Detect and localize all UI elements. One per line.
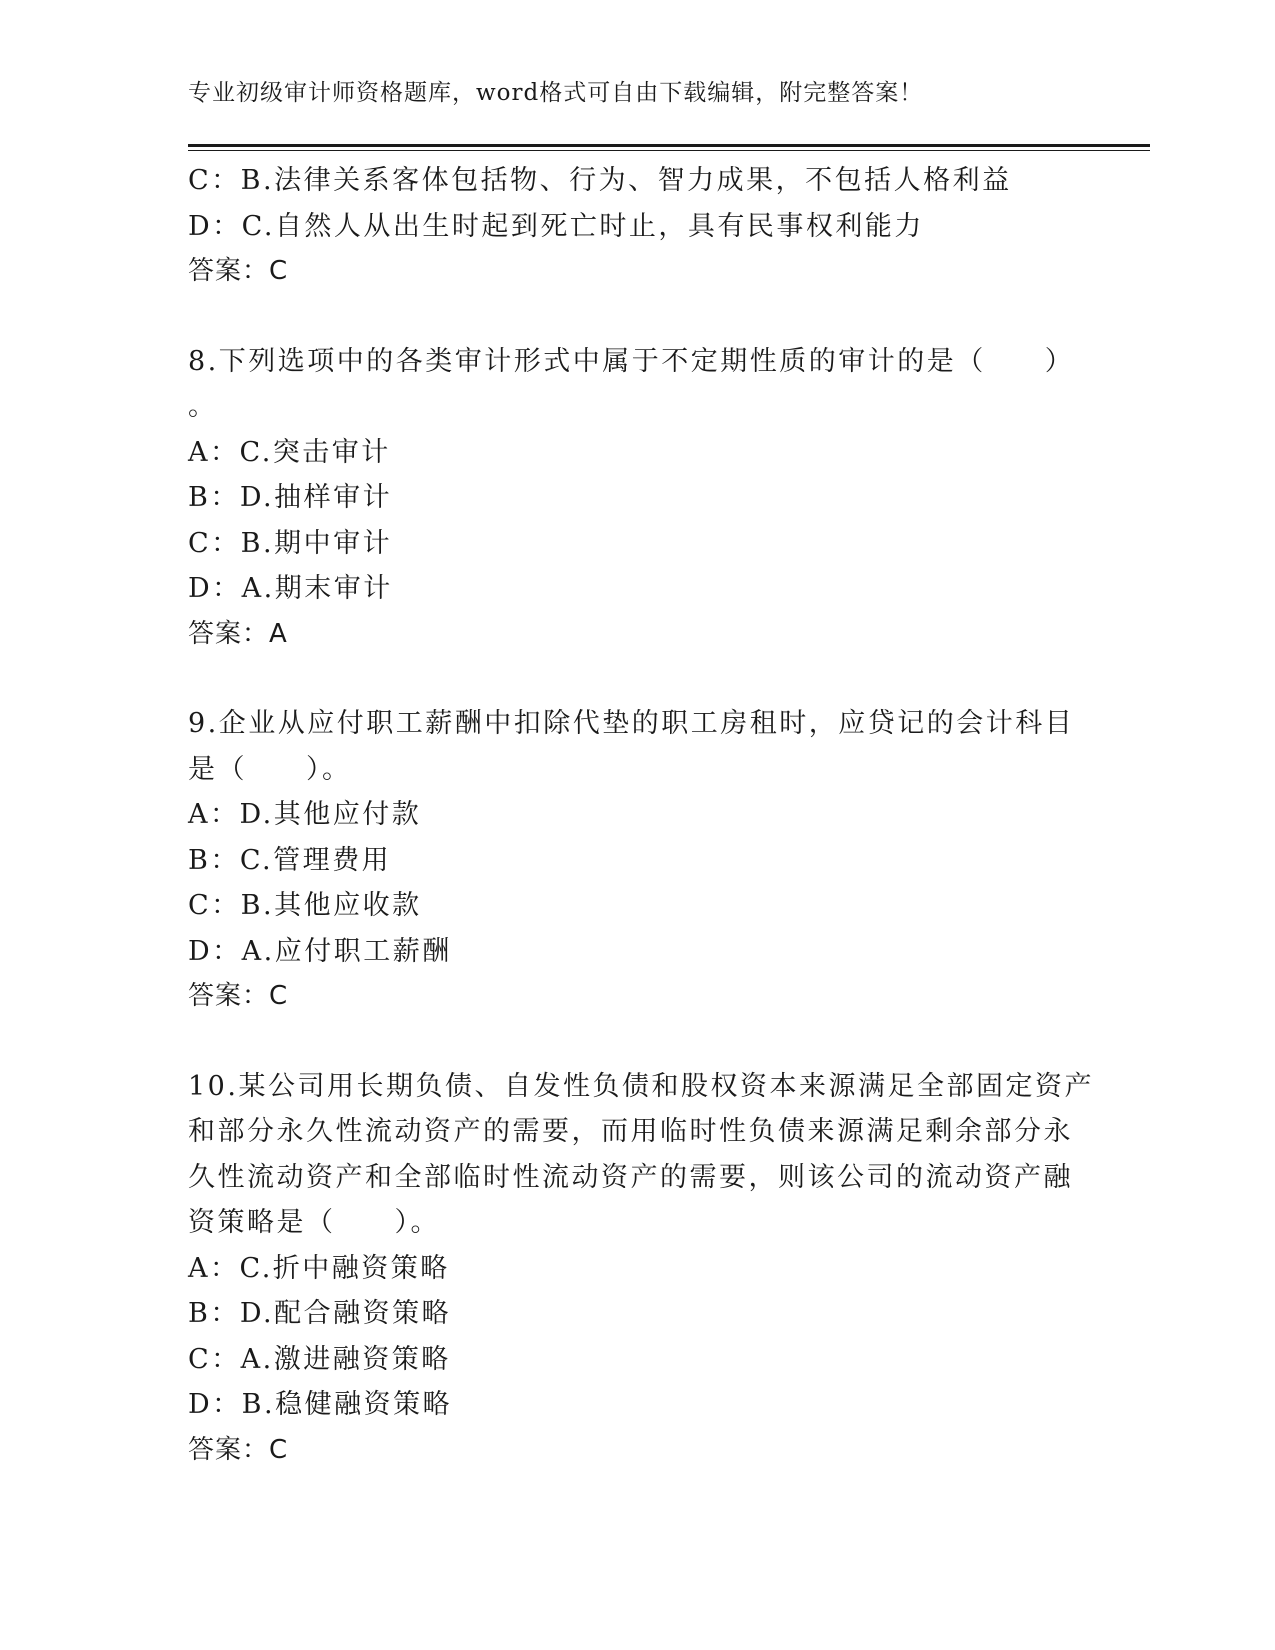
- question-stem-line: 9.企业从应付职工薪酬中扣除代垫的职工房租时，应贷记的会计科目: [188, 708, 1075, 739]
- option-d: D：A.期末审计: [188, 573, 393, 604]
- answer-line: 答案：C: [188, 1434, 289, 1465]
- question-stem-line: 8.下列选项中的各类审计形式中属于不定期性质的审计的是（ ）: [188, 345, 1075, 377]
- option-d: D：B.稳健融资策略: [188, 1389, 453, 1420]
- option-a: A：C.突击审计: [188, 436, 391, 468]
- option-c: C：B.其他应收款: [188, 890, 422, 921]
- option-c: C：B.法律关系客体包括物、行为、智力成果，不包括人格利益: [188, 165, 1012, 196]
- header-rule-thin: [188, 150, 1150, 151]
- spacer: [188, 295, 1068, 339]
- answer-line: 答案：A: [188, 618, 288, 649]
- option-a: A：D.其他应付款: [188, 799, 422, 830]
- prev-question-tail: [188, 158, 1068, 295]
- question-8: [188, 339, 1075, 658]
- spacer: [188, 657, 1068, 701]
- spacer: [188, 1020, 1068, 1064]
- option-c: C：B.期中审计: [188, 527, 393, 559]
- option-b: B：C.管理费用: [188, 844, 392, 876]
- question-9: [188, 701, 1075, 1020]
- option-a: A：C.折中融资策略: [188, 1252, 450, 1284]
- header-rule-thick: [188, 144, 1150, 147]
- question-stem-line: 资策略是（ ）。: [188, 1207, 440, 1238]
- option-d: D：C.自然人从出生时起到死亡时止，具有民事权利能力: [188, 210, 924, 242]
- question-stem-line: 是（ ）。: [188, 753, 352, 785]
- question-10: [188, 1064, 1094, 1474]
- answer-line: 答案：C: [188, 981, 289, 1011]
- answer-line: 答案：C: [188, 256, 289, 286]
- header-note: 专业初级审计师资格题库，word格式可自由下载编辑，附完整答案！: [188, 80, 924, 106]
- option-c: C：A.激进融资策略: [188, 1343, 451, 1375]
- question-stem-line: 10.某公司用长期负债、自发性负债和股权资本来源满足全部固定资产: [188, 1070, 1094, 1102]
- option-d: D：A.应付职工薪酬: [188, 935, 452, 967]
- option-b: B：D.配合融资策略: [188, 1298, 452, 1329]
- question-stem-line: 久性流动资产和全部临时性流动资产的需要，则该公司的流动资产融: [188, 1161, 1073, 1193]
- question-stem-line: 。: [188, 391, 218, 422]
- question-content: [188, 158, 1094, 1473]
- question-stem-line: 和部分永久性流动资产的需要，而用临时性负债来源满足剩余部分永: [188, 1116, 1073, 1147]
- option-b: B：D.抽样审计: [188, 482, 393, 513]
